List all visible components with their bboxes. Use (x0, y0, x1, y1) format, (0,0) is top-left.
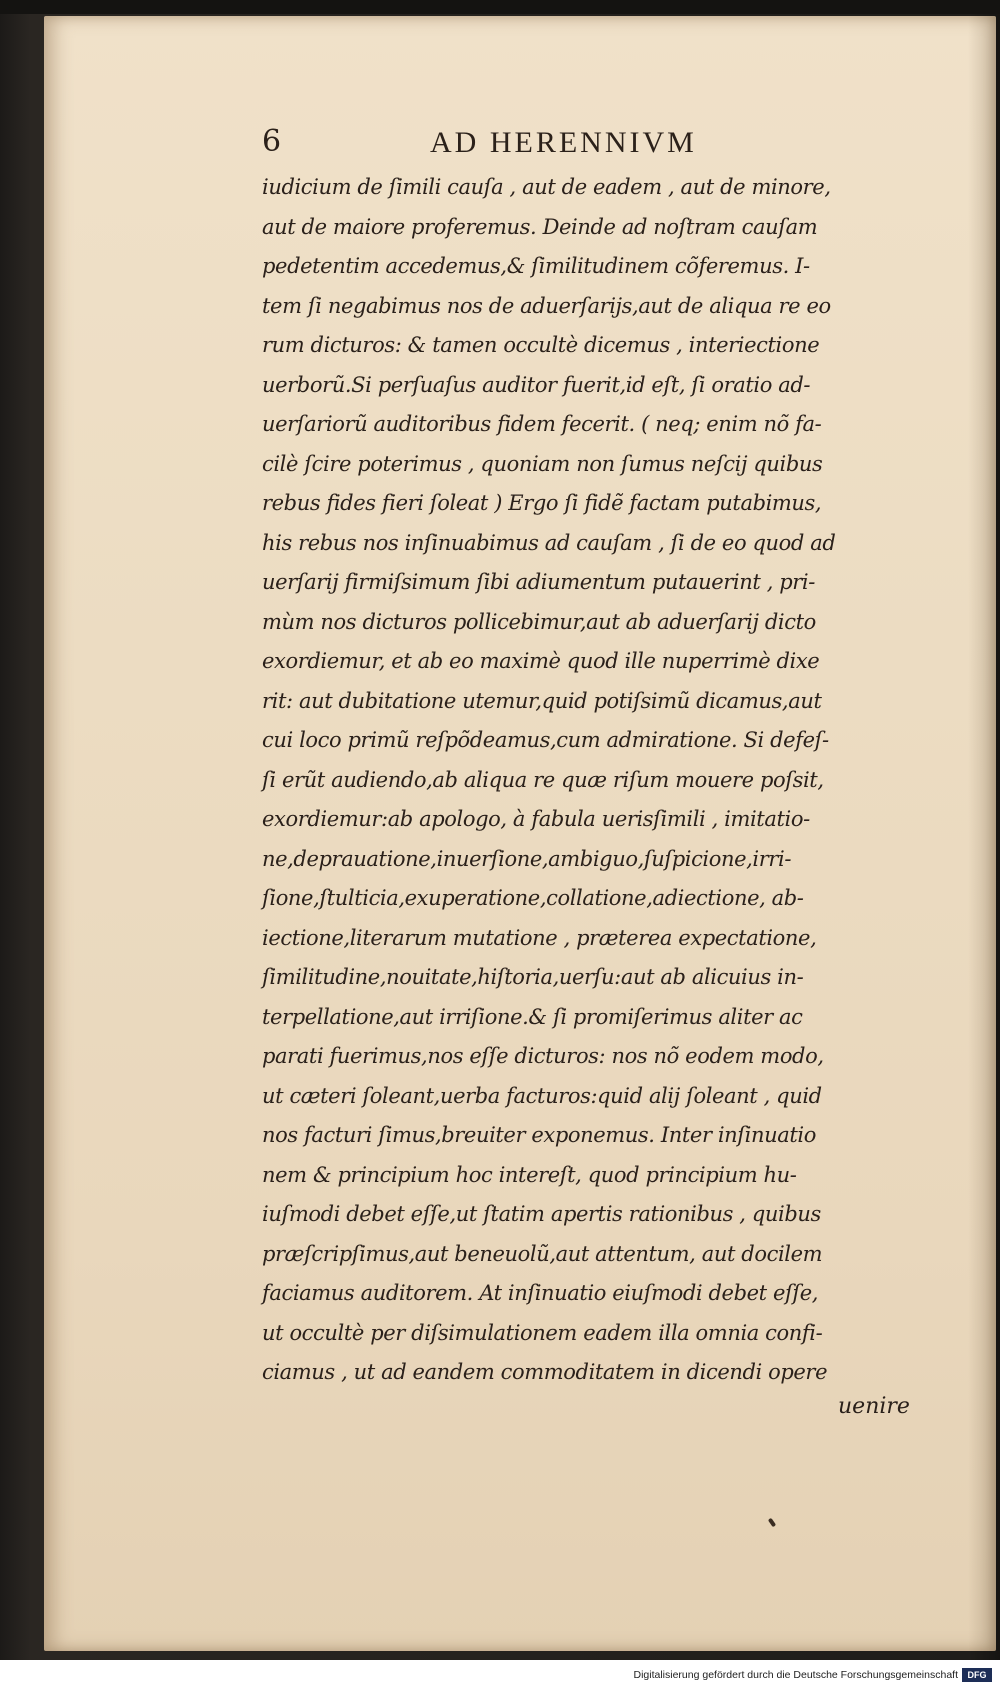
text-line: faciamus auditorem. At inſinuatio eiuſmodi debet eſſe, (262, 1281, 819, 1305)
text-line: uerſarij firmiſsimum ſibi adiumentum putauerint , pri- (262, 570, 815, 594)
funding-credit: Digitalisierung gefördert durch die Deutsche Forschungsgemeinschaft (633, 1669, 958, 1681)
text-line: aut de maiore proferemus. Deinde ad noſtram cauſam (262, 214, 818, 239)
text-line: exordiemur, et ab eo maximè quod ille nuperrimè dixe (262, 649, 820, 673)
text-line: iudicium de ſimili cauſa , aut de eadem , aut de minore, (262, 175, 831, 199)
text-line: iectione,literarum mutatione , præterea expectatione, (262, 925, 817, 950)
text-line: nos facturi ſimus,breuiter exponemus. Inter inſinuatio (262, 1123, 816, 1147)
text-line: ut occultè per diſsimulationem eadem illa omnia confi- (262, 1320, 823, 1345)
page-number: 6 (262, 124, 282, 159)
text-line: ne,deprauatione,inuerſione,ambiguo,ſuſpicione,irri- (262, 846, 792, 871)
text-line: ciamus , ut ad eandem commoditatem in dicendi opere (262, 1360, 828, 1384)
text-line: cilè ſcire poterimus , quoniam non ſumus neſcij quibus (262, 451, 823, 476)
text-line: iuſmodi debet eſſe,ut ſtatim apertis rationibus , quibus (262, 1202, 821, 1226)
text-line: nem & principium hoc intereſt, quod principium hu- (262, 1162, 797, 1187)
text-line: rum dicturos: & tamen occultè dicemus , interiectione (262, 333, 820, 357)
text-line: uerſariorũ auditoribus fidem fecerit. ( neq; enim nõ fa- (262, 412, 822, 436)
text-line: tem ſi negabimus nos de aduerſarijs,aut de aliqua re eo (262, 293, 831, 318)
text-line: uerborũ.Si perſuaſus auditor fuerit,id eſt, ſi oratio ad- (262, 372, 811, 397)
running-title: AD HERENNIVM (430, 126, 697, 159)
text-line: ſimilitudine,nouitate,hiſtoria,uerſu:aut ab alicuius in- (262, 965, 804, 989)
text-line: his rebus nos inſinuabimus ad cauſam , ſi de eo quod ad (262, 530, 836, 555)
text-line: exordiemur:ab apologo, à fabula uerisſimili , imitatio- (262, 807, 810, 831)
running-head (262, 124, 762, 164)
footer-bar (0, 1660, 1000, 1693)
text-line: ut cæteri ſoleant,uerba facturos:quid alij ſoleant , quid (262, 1083, 822, 1108)
text-line: rit: aut dubitatione utemur,quid potiſsimũ dicamus,aut (262, 688, 822, 713)
text-line: ſione,ſtulticia,exuperatione,collatione,adiectione, ab- (262, 886, 804, 910)
text-line: parati fuerimus,nos eſſe dicturos: nos nõ eodem modo, (262, 1044, 824, 1068)
text-block (262, 168, 932, 1393)
text-line: rebus fides fieri ſoleat ) Ergo ſi fidẽ factam putabimus, (262, 491, 822, 515)
catchword: uenire (838, 1394, 910, 1419)
text-line: cui loco primũ reſpõdeamus,cum admiratione. Si defeſ- (262, 728, 829, 752)
text-line: mùm nos dicturos pollicebimur,aut ab aduerſarij dicto (262, 609, 816, 634)
text-line: ſi erũt audiendo,ab aliqua re quæ riſum mouere poſsit, (262, 767, 824, 792)
dfg-logo: DFG (962, 1668, 992, 1682)
text-line: præſcripſimus,aut beneuolũ,aut attentum, aut docilem (262, 1241, 823, 1266)
text-line: terpellatione,aut irriſione.& ſi promiſerimus aliter ac (262, 1004, 803, 1029)
book-cover-edge (0, 0, 1000, 14)
text-line: pedetentim accedemus,& ſimilitudinem cõferemus. I- (262, 254, 810, 278)
